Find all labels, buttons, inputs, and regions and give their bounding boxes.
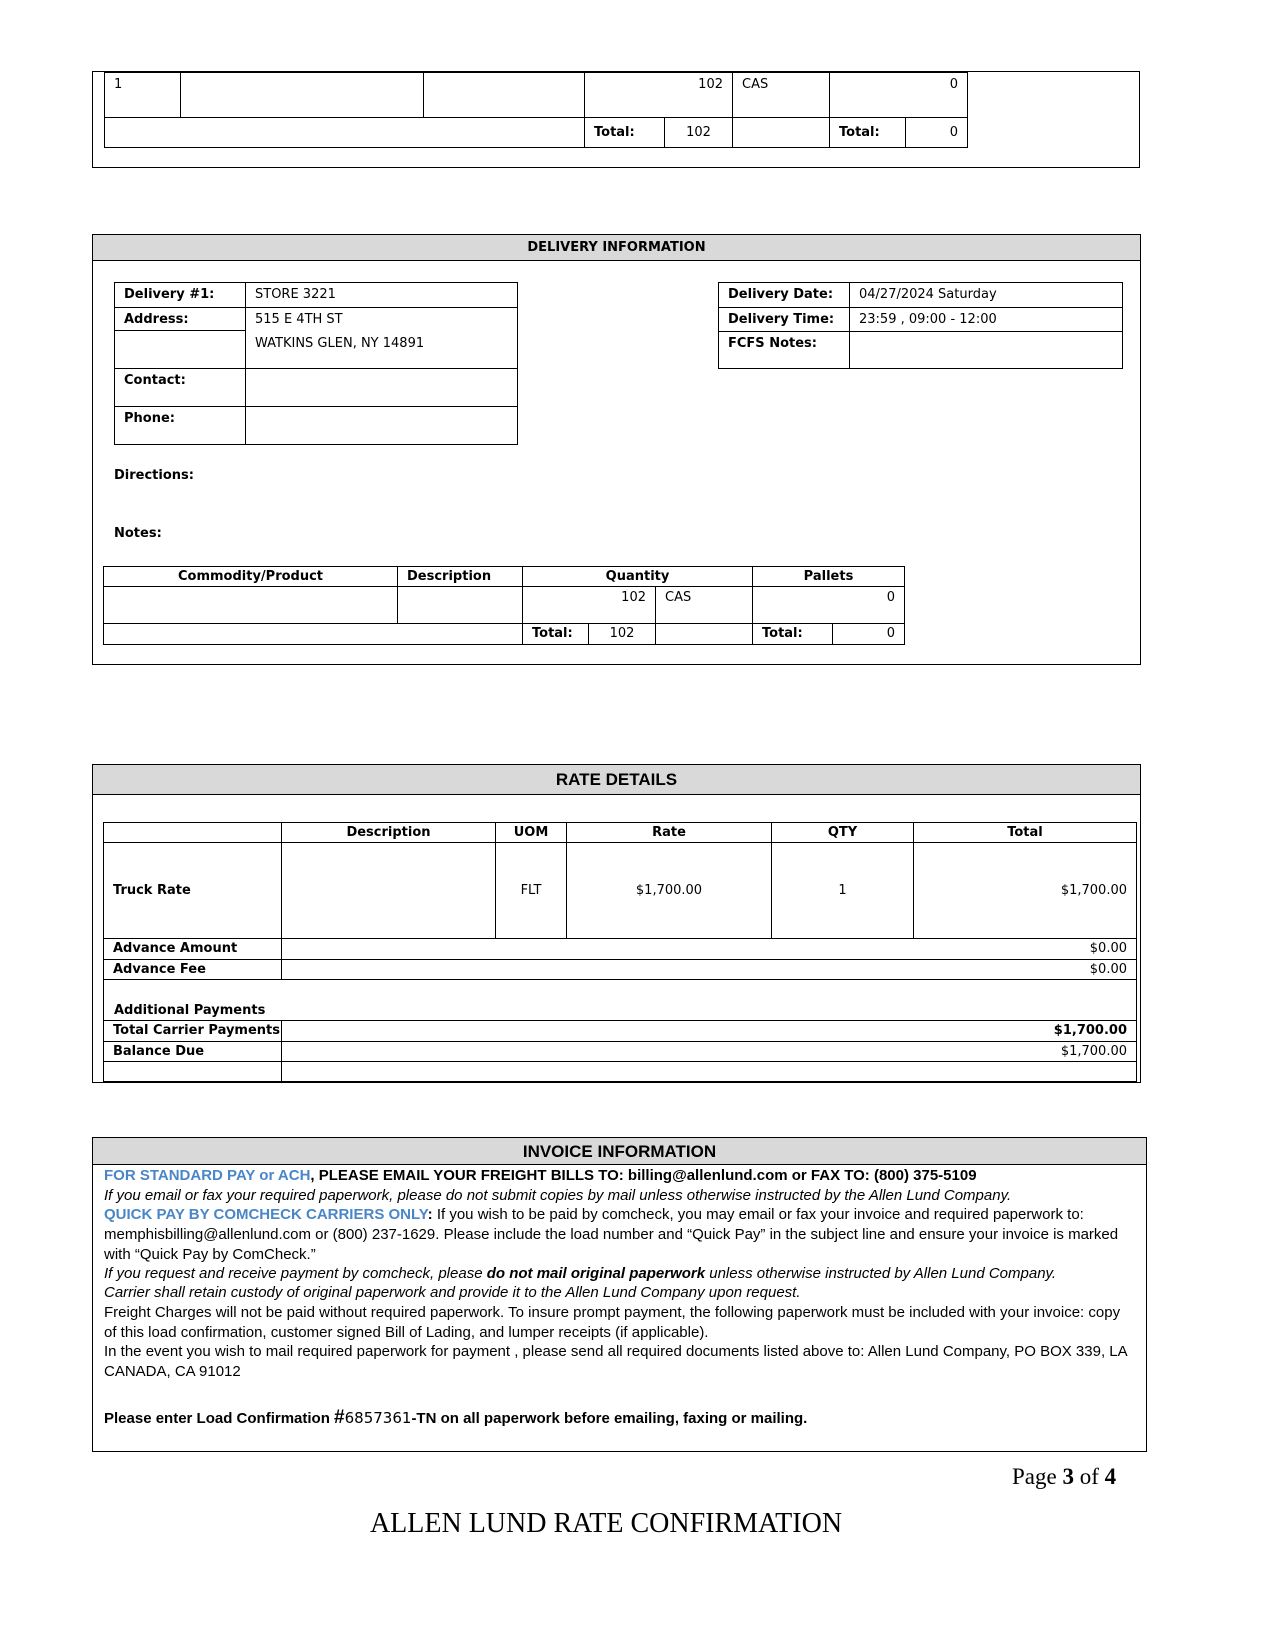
rate-total-header: Total [913, 822, 1137, 843]
directions-label: Directions: [114, 468, 194, 483]
address-line-1: 515 E 4TH ST [255, 312, 343, 327]
notes-label: Notes: [114, 526, 162, 541]
advance-fee-value: $0.00 [281, 959, 1137, 980]
phone-label: Phone: [114, 406, 246, 445]
total-carrier-payments-label: Total Carrier Payments [103, 1020, 282, 1042]
truck-rate-label: Truck Rate [103, 842, 282, 939]
commodity-cell [180, 72, 424, 118]
pallets-total-value: 0 [905, 117, 968, 148]
commodity-pallets-total-label: Total: [752, 623, 833, 645]
advance-amount-value: $0.00 [281, 938, 1137, 960]
rate-details-header: RATE DETAILS [93, 765, 1140, 795]
load-confirmation-text-a: Please enter Load Confirmation [104, 1410, 335, 1427]
mail-paperwork-note: In the event you wish to mail required paperwork for payment , please send all required documents listed above to: Allen Lund Company, PO BOX 339, LA CANADA, CA 91012 [104, 1343, 1127, 1380]
comcheck-text-a: If you request and receive payment by comcheck, please [104, 1265, 487, 1282]
unit-cell: CAS [732, 72, 830, 118]
advance-fee-label: Advance Fee [103, 959, 282, 980]
address-value [245, 307, 518, 369]
balance-due-value: $1,700.00 [281, 1041, 1137, 1062]
balance-due-label: Balance Due [103, 1041, 282, 1062]
total-carrier-payments-value: $1,700.00 [281, 1020, 1137, 1042]
page-indicator [1012, 1464, 1116, 1490]
phone-value [245, 406, 518, 445]
delivery-time-value: 23:59 , 09:00 - 12:00 [849, 307, 1123, 332]
comcheck-text-b: unless otherwise instructed by Allen Lund Company. [705, 1265, 1057, 1282]
page-prefix: Page [1012, 1464, 1063, 1489]
no-copies-note: If you email or fax your required paperwork, please do not submit copies by mail unless otherwise instructed by the Allen Lund Company. [104, 1187, 1012, 1204]
commodity-row-unit: CAS [655, 586, 753, 624]
rate-header-blank [103, 822, 282, 843]
document-title: ALLEN LUND RATE CONFIRMATION [369, 1508, 843, 1539]
additional-payments-label: Additional Payments [114, 1003, 266, 1018]
quick-pay-colon: : [427, 1206, 433, 1223]
fcfs-notes-label: FCFS Notes: [718, 331, 850, 369]
line-number-cell: 1 [104, 72, 181, 118]
custody-note: Carrier shall retain custody of original paperwork and provide it to the Allen Lund Company upon request. [104, 1284, 801, 1301]
freight-charges-note: Freight Charges will not be paid without required paperwork. To insure prompt payment, the following paperwork must be included with your invoice: copy of this load confirmation, customer signed Bill of Lading, and lumper receipts (if applicable). [104, 1304, 1121, 1341]
page-current: 3 [1062, 1464, 1074, 1489]
rate-description-header: Description [281, 822, 496, 843]
commodity-unit-total-blank [655, 623, 753, 645]
delivery-date-value: 04/27/2024 Saturday [849, 282, 1123, 308]
advance-amount-label: Advance Amount [103, 938, 282, 960]
commodity-row-product [103, 586, 398, 624]
address-line-2: WATKINS GLEN, NY 14891 [255, 336, 425, 351]
load-confirmation-note [104, 1408, 1134, 1429]
rate-rate-header: Rate [566, 822, 772, 843]
commodity-row-quantity: 102 [522, 586, 656, 624]
commodity-row-pallets: 0 [752, 586, 905, 624]
comcheck-note [104, 1264, 1134, 1284]
rate-qty-header: QTY [771, 822, 914, 843]
quantity-total-value: 102 [664, 117, 733, 148]
address-label-divider [114, 330, 246, 331]
address-label: Address: [114, 307, 246, 369]
standard-pay-line [104, 1166, 1134, 1186]
delivery-number-label: Delivery #1: [114, 282, 246, 308]
load-confirmation-hash: # [334, 1407, 345, 1428]
fcfs-notes-value [849, 331, 1123, 369]
quantity-header: Quantity [522, 566, 753, 587]
page-total: 4 [1104, 1464, 1117, 1489]
pallets-total-label: Total: [829, 117, 906, 148]
commodity-totals-blank [103, 623, 523, 645]
commodity-row-description [397, 586, 523, 624]
commodity-pallets-total-value: 0 [832, 623, 905, 645]
quick-pay-heading: QUICK PAY BY COMCHECK CARRIERS ONLY [104, 1206, 428, 1223]
quantity-total-label: Total: [584, 117, 665, 148]
page-of: of [1073, 1464, 1105, 1489]
truck-rate-rate: $1,700.00 [566, 842, 772, 939]
commodity-header: Commodity/Product [103, 566, 398, 587]
description-header: Description [397, 566, 523, 587]
rate-blank-row-label [103, 1061, 282, 1082]
standard-pay-text: , PLEASE EMAIL YOUR FREIGHT BILLS TO: billing@allenlund.com or FAX TO: (800) 375-5109 [310, 1167, 977, 1184]
totals-blank-cell [104, 117, 585, 148]
delivery-time-label: Delivery Time: [718, 307, 850, 332]
contact-value [245, 368, 518, 407]
description-cell [423, 72, 585, 118]
pallets-header: Pallets [752, 566, 905, 587]
rate-uom-header: UOM [495, 822, 567, 843]
load-confirmation-text-b: -TN on all paperwork before emailing, faxing or mailing. [411, 1410, 808, 1427]
comcheck-emphasis: do not mail original paperwork [486, 1265, 706, 1282]
rate-blank-row-value [281, 1061, 1137, 1082]
delivery-date-label: Delivery Date: [718, 282, 850, 308]
pallets-cell: 0 [829, 72, 968, 118]
delivery-information-header: DELIVERY INFORMATION [93, 235, 1140, 261]
truck-rate-total: $1,700.00 [913, 842, 1137, 939]
commodity-qty-total-value: 102 [588, 623, 656, 645]
truck-rate-qty: 1 [771, 842, 914, 939]
quantity-cell: 102 [584, 72, 733, 118]
truck-rate-uom: FLT [495, 842, 567, 939]
quick-pay-text: If you wish to be paid by comcheck, you may email or fax your invoice and required paperwork to: memphisbilling@allenlund.com or (800) 237-1629. Please include the load number and “Quick Pay” in the subject line and ensure your invoice is marked with “Quick Pay by ComCheck.” [104, 1206, 1119, 1263]
contact-label: Contact: [114, 368, 246, 407]
unit-total-blank [732, 117, 830, 148]
quick-pay-paragraph [104, 1205, 1134, 1265]
invoice-information-header: INVOICE INFORMATION [93, 1138, 1146, 1165]
load-confirmation-number: 6857361 [344, 1409, 412, 1427]
truck-rate-description [281, 842, 496, 939]
commodity-qty-total-label: Total: [522, 623, 589, 645]
standard-pay-heading: FOR STANDARD PAY or ACH [104, 1167, 311, 1184]
delivery-number-value: STORE 3221 [245, 282, 518, 308]
